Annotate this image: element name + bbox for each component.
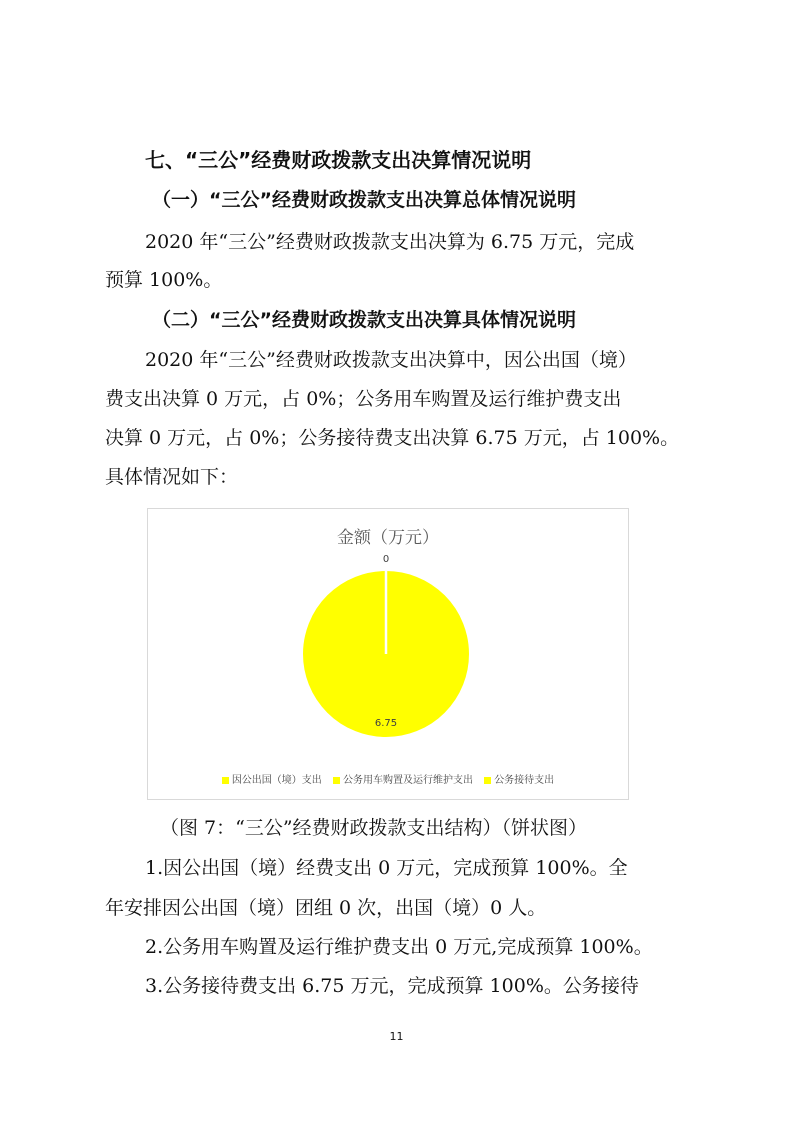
paragraph-2-line-3: 决算 0 万元，占 0%；公务接待费支出决算 6.75 万元，占 100%。 <box>105 427 680 449</box>
figure-caption: （图 7：“三公”经费财政拨款支出结构）（饼状图） <box>160 817 588 839</box>
legend-item-reception <box>484 771 554 786</box>
legend-label: 公务用车购置及运行维护支出 <box>343 775 473 786</box>
paragraph-1-line-2: 预算 100%。 <box>105 269 223 291</box>
legend-swatch-icon <box>333 777 340 784</box>
pie-chart-plot <box>148 539 628 789</box>
data-label-zero: 0 <box>382 554 390 565</box>
paragraph-2-line-1: 2020 年“三公”经费财政拨款支出决算中，因公出国（境） <box>145 349 637 371</box>
data-label-reception: 6.75 <box>374 718 398 729</box>
item-3: 3.公务接待费支出 6.75 万元，完成预算 100%。公务接待 <box>145 975 639 997</box>
legend-swatch-icon <box>222 777 229 784</box>
legend-item-vehicles <box>333 771 473 786</box>
pie-chart <box>147 508 629 800</box>
legend-label: 因公出国（境）支出 <box>231 775 322 786</box>
chart-legend <box>148 771 628 786</box>
subsection-2-title: （二）“三公”经费财政拨款支出决算具体情况说明 <box>152 309 576 331</box>
chart-title: 金额（万元） <box>337 528 439 548</box>
paragraph-2-line-2: 费支出决算 0 万元，占 0%；公务用车购置及运行维护费支出 <box>105 388 622 410</box>
subsection-1-title: （一）“三公”经费财政拨款支出决算总体情况说明 <box>152 189 576 211</box>
item-2: 2.公务用车购置及运行维护费支出 0 万元,完成预算 100%。 <box>145 936 653 958</box>
item-1-line-1: 1.因公出国（境）经费支出 0 万元，完成预算 100%。全 <box>145 857 628 879</box>
legend-label: 公务接待支出 <box>494 775 555 786</box>
legend-item-overseas <box>222 771 322 786</box>
item-1-line-2: 年安排因公出国（境）团组 0 次，出国（境）0 人。 <box>105 897 547 919</box>
legend-swatch-icon <box>484 777 491 784</box>
paragraph-2-line-4: 具体情况如下： <box>105 466 239 488</box>
paragraph-1-line-1: 2020 年“三公”经费财政拨款支出决算为 6.75 万元，完成 <box>145 231 635 253</box>
section-title: 七、“三公”经费财政拨款支出决算情况说明 <box>145 148 532 172</box>
page-number: 11 <box>389 1030 404 1043</box>
